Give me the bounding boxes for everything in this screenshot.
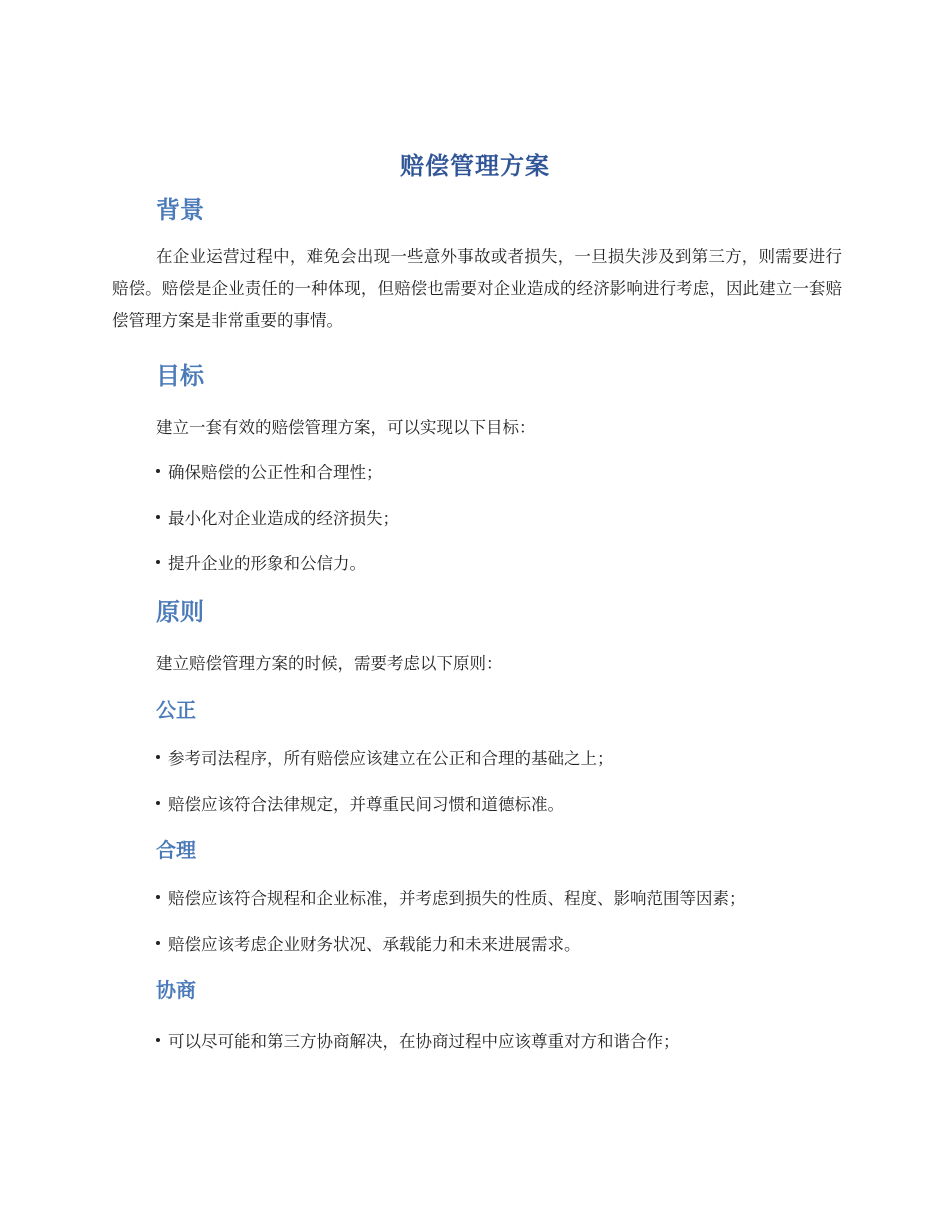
heading-goals: 目标 (156, 362, 204, 390)
bullet-icon (156, 469, 160, 473)
list-item (156, 505, 399, 529)
bullet-icon (156, 941, 160, 945)
list-item-text: 确保赔偿的公正性和合理性； (168, 463, 383, 482)
list-item-text: 最小化对企业造成的经济损失； (168, 509, 399, 528)
list-item (156, 1028, 680, 1052)
paragraph-background: 在企业运营过程中，难免会出现一些意外事故或者损失，一旦损失涉及到第三方，则需要进行赔偿。赔偿是企业责任的一种体现，但赔偿也需要对企业造成的经济影响进行考虑，因此建立一套赔偿管理方案是非常重要的事情。 (112, 247, 842, 330)
heading-background: 背景 (156, 196, 204, 224)
goals-intro: 建立一套有效的赔偿管理方案，可以实现以下目标： (156, 418, 536, 437)
list-item (156, 885, 746, 909)
list-item-text: 可以尽可能和第三方协商解决，在协商过程中应该尊重对方和谐合作； (168, 1032, 680, 1051)
list-item-text: 参考司法程序，所有赔偿应该建立在公正和合理的基础之上； (168, 749, 614, 768)
bullet-icon (156, 801, 160, 805)
list-item-text: 赔偿应该符合法律规定，并尊重民间习惯和道德标准。 (168, 795, 564, 814)
bullet-icon (156, 895, 160, 899)
list-item (156, 459, 383, 483)
list-item-text: 赔偿应该符合规程和企业标准，并考虑到损失的性质、程度、影响范围等因素； (168, 889, 746, 908)
heading-principles: 原则 (156, 598, 204, 626)
bullet-icon (156, 1038, 160, 1042)
heading-reasonable: 合理 (156, 838, 196, 862)
list-item (156, 550, 366, 574)
bullet-icon (156, 515, 160, 519)
list-item-text: 赔偿应该考虑企业财务状况、承载能力和未来进展需求。 (168, 935, 581, 954)
list-item-text: 提升企业的形象和公信力。 (168, 554, 366, 573)
bullet-icon (156, 560, 160, 564)
heading-fairness: 公正 (156, 698, 196, 722)
list-item (156, 745, 614, 769)
heading-negotiation: 协商 (156, 978, 196, 1002)
bullet-icon (156, 755, 160, 759)
list-item (156, 931, 581, 955)
list-item (156, 791, 564, 815)
principles-intro: 建立赔偿管理方案的时候，需要考虑以下原则： (156, 654, 503, 673)
document-title: 赔偿管理方案 (400, 152, 550, 180)
